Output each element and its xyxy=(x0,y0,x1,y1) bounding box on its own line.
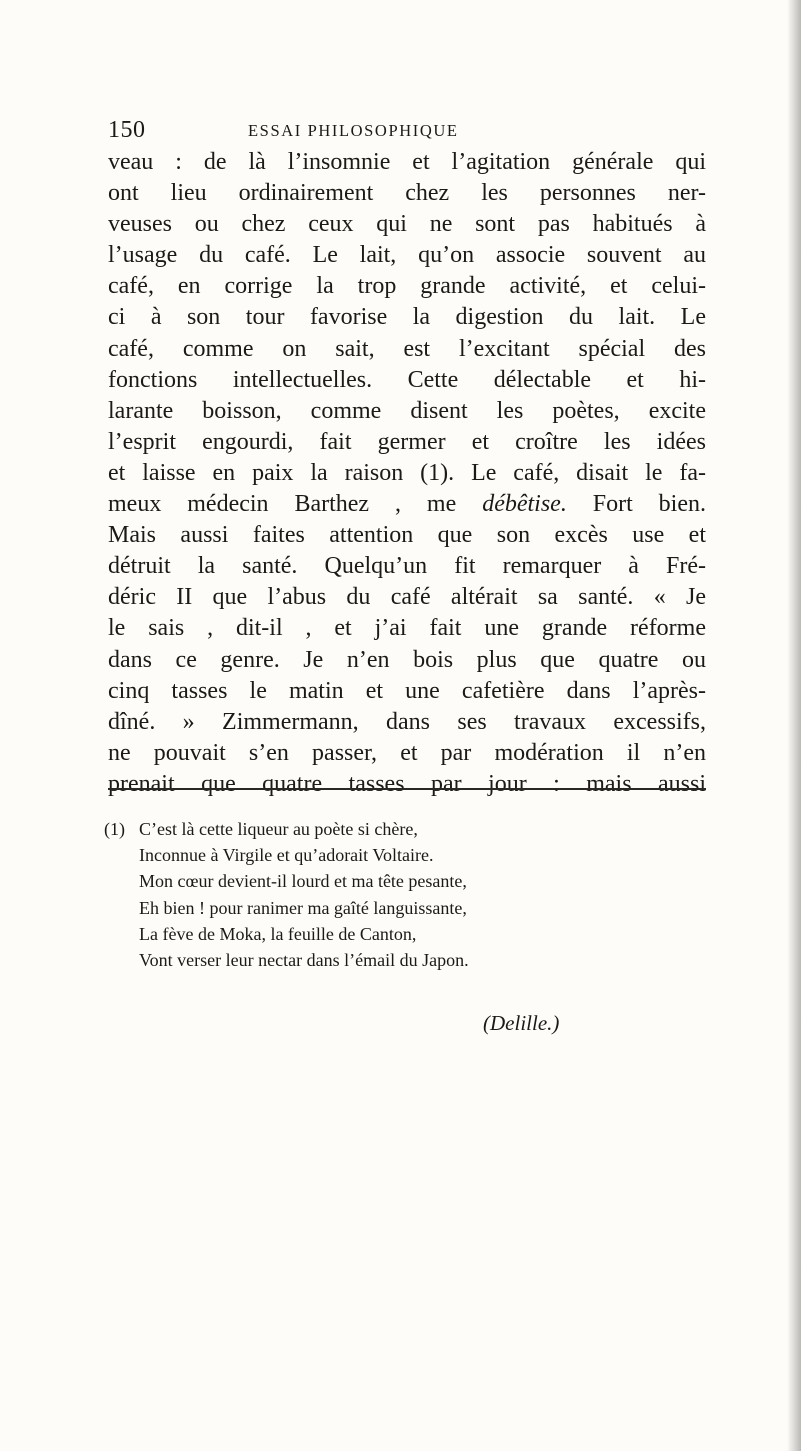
text-line: le sais , dit-il , et j’ai fait une grande réforme xyxy=(108,615,706,642)
text-line: café, comme on sait, est l’excitant spécial des xyxy=(108,335,706,362)
footnote xyxy=(104,816,699,973)
footnote-line: Mon cœur devient-il lourd et ma tête pesante, xyxy=(139,871,467,892)
footnote-line: C’est là cette liqueur au poète si chère, xyxy=(139,819,418,839)
text-line: cinq tasses le matin et une cafetière dans l’après- xyxy=(108,677,706,704)
italic-word: débêtise. xyxy=(482,491,567,518)
text-line: dans ce genre. Je n’en bois plus que quatre ou xyxy=(108,646,706,673)
text-line: veuses ou chez ceux qui ne sont pas habitués à xyxy=(108,211,706,238)
text-line: et laisse en paix la raison (1). Le café, disait le fa- xyxy=(108,459,706,486)
footnote-line: Inconnue à Virgile et qu’adorait Voltaire. xyxy=(139,845,434,866)
text-line: l’esprit engourdi, fait germer et croître les idées xyxy=(108,428,706,455)
footnote-line: Eh bien ! pour ranimer ma gaîté languissante, xyxy=(139,897,467,918)
text-line: l’usage du café. Le lait, qu’on associe souvent au xyxy=(108,242,706,269)
page-number: 150 xyxy=(108,117,146,143)
text-segment: meux médecin Barthez , me xyxy=(108,491,483,518)
running-head: ESSAI PHILOSOPHIQUE xyxy=(248,121,459,140)
footnote-mark: (1) xyxy=(104,819,125,839)
footnote-line: Vont verser leur nectar dans l’émail du Japon. xyxy=(139,949,469,970)
text-line: café, en corrige la trop grande activité, et celui- xyxy=(108,273,706,300)
text-line: ont lieu ordinairement chez les personnes ner- xyxy=(108,180,706,207)
page-edge-shadow xyxy=(787,0,801,1451)
text-line: détruit la santé. Quelqu’un fit remarquer à Fré- xyxy=(108,553,706,580)
text-line: dîné. » Zimmermann, dans ses travaux excessifs, xyxy=(108,708,706,735)
page-header xyxy=(108,117,708,147)
text-segment: Fort bien. xyxy=(566,491,707,518)
main-text xyxy=(108,147,706,800)
text-line: fonctions intellectuelles. Cette délectable et hi- xyxy=(108,366,706,393)
text-line-with-italic xyxy=(108,489,706,520)
footnote-line: La fève de Moka, la feuille de Canton, xyxy=(139,923,417,944)
text-line: ne pouvait s’en passer, et par modération il n’en xyxy=(108,739,706,766)
text-line: veau : de là l’insomnie et l’agitation générale qui xyxy=(108,149,706,175)
text-line: Mais aussi faites attention que son excès use et xyxy=(108,522,706,549)
text-line: déric II que l’abus du café altérait sa santé. « Je xyxy=(108,584,706,611)
footnote-rule xyxy=(108,788,706,790)
footnote-attribution: (Delille.) xyxy=(483,1011,560,1035)
text-line: prenait que quatre tasses par jour : mais aussi xyxy=(108,770,706,797)
text-line: ci à son tour favorise la digestion du lait. Le xyxy=(108,304,706,331)
text-line: larante boisson, comme disent les poètes, excite xyxy=(108,397,706,424)
